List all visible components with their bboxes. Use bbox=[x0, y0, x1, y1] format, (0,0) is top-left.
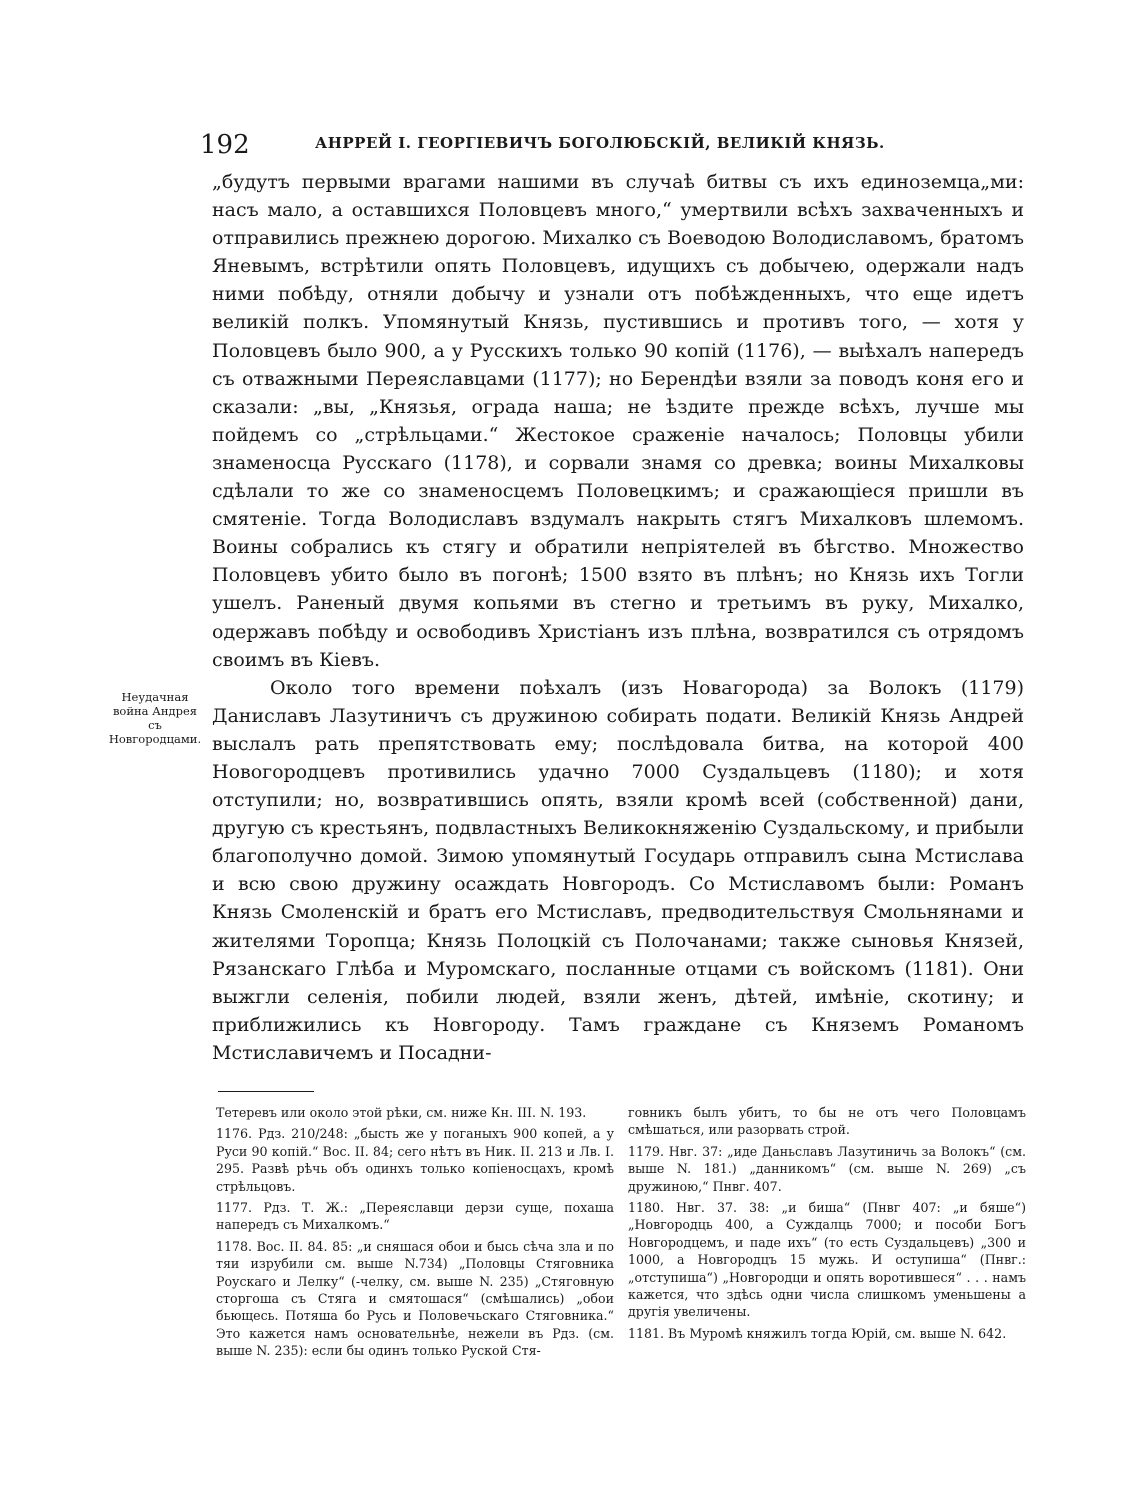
margin-note: Неудачная война Андрея съ Новгородцами. bbox=[108, 690, 202, 746]
footnotes-right-column bbox=[628, 1104, 1026, 1364]
footnotes bbox=[216, 1104, 1026, 1364]
footnote: говникъ былъ убитъ, то бы не отъ чего Половцамъ смѣшаться, или разорвать строй. bbox=[628, 1105, 1026, 1138]
footnotes-left-column bbox=[216, 1104, 614, 1364]
page-number: 192 bbox=[200, 130, 250, 160]
footnote: 1181. Въ Муромѣ княжилъ тогда Юрій, см. выше N. 642. bbox=[628, 1325, 1007, 1341]
running-title: АНРРЕЙ I. ГЕОРГІЕВИЧЪ БОГОЛЮБСКІЙ, ВЕЛИКІЙ КНЯЗЬ. bbox=[315, 134, 885, 152]
page-header bbox=[200, 130, 920, 164]
body-paragraph-2: Около того времени поѣхалъ (изъ Новагорода) за Волокъ (1179) Даниславъ Лазутиничъ съ дружиною собирать подати. Великій Князь Андрей выслалъ рать препятствовать ему; послѣдовала битва, на которой 400 Новогородцевъ противились удачно 7000 Суздальцевъ (1180); и хотя отступили; но, возвратившись опять, взяли кромѣ всей (собственной) дани, другую съ крестьянъ, подвластныхъ Великокняженію Суздальскому, и прибыли благополучно домой. Зимою упомянутый Государь отправилъ сына Мстислава и всю свою дружину осаждать Новгородъ. Со Мстиславомъ были: Романъ Князь Смоленскій и братъ его Мстиславъ, предводительствуя Смольнянами и жителями Торопца; Князь Полоцкій съ Полочанами; также сыновья Князей, Рязанскаго Глѣба и Муромскаго, посланные отцами съ войскомъ (1181). Они выжгли селенія, побили людей, взяли женъ, дѣтей, имѣніе, скотину; и приближились къ Новгороду. Тамъ граждане съ Княземъ Романомъ Мстиславичемъ и Посадни- bbox=[212, 676, 1024, 1064]
body-paragraph-1: „будутъ первыми врагами нашими въ случаѣ битвы съ ихъ единоземца„ми: насъ мало, а оставшихся Половцевъ много,“ умертвили всѣхъ захваченныхъ и отправились прежнею дорогою. Михалко съ Воеводою Володиславомъ, братомъ Яневымъ, встрѣтили опять Половцевъ, идущихъ съ добычею, одержали надъ ними побѣду, отняли добычу и узнали отъ побѣжденныхъ, что еще идетъ великій полкъ. Упомянутый Князь, пустившись и противъ того, — хотя у Половцевъ было 900, а у Русскихъ только 90 копій (1176), — выѣхалъ напередъ съ отважными Переяславцами (1177); но Берендѣи взяли за поводъ коня его и сказали: „вы, „Князья, ограда наша; не ѣздите прежде всѣхъ, лучше мы пойдемъ со „стрѣльцами.“ Жестокое сраженіе началось; Половцы убили знаменосца Русскаго (1178), и сорвали знамя со древка; воины Михалковы сдѣлали то же со знаменосцемъ Половецкимъ; и сражающіеся пришли въ смятеніе. Тогда Володиславъ вздумалъ накрыть стягъ Михалковъ шлемомъ. Воины собрались къ стягу и обратили непріятелей въ бѣгство. Множество Половцевъ убито было въ погонѣ; 1500 взято въ плѣнъ; но Князь ихъ Тогли ушелъ. Раненый двумя копьями въ стегно и третьимъ въ руку, Михалко, одержавъ побѣду и освободивъ Христіанъ изъ плѣна, возвратился съ отрядомъ своимъ въ Кіевъ. bbox=[212, 171, 1024, 671]
main-text bbox=[212, 168, 1024, 1067]
footnote: Тетеревъ или около этой рѣки, см. ниже Кн. III. N. 193. bbox=[216, 1105, 587, 1120]
footnote: 1177. Рдз. Т. Ж.: „Переяславци дерзи суще, похаша напередъ съ Михалкомъ.“ bbox=[216, 1200, 614, 1233]
footnote: 1178. Вос. II. 84. 85: „и сняшася обои и бысь сѣча зла и по тяи изрубили см. выше N.734) „Половцы Стяговника Роускаго и Лелку“ (-челку, см. выше N. 235) „Стяговную сторгоша съ Стяга и смятошася“ (смѣшались) „обои бьющесь. Потяша бо Русь и Половечьскаго Стяговника.“ Это кажется намъ основательнѣе, нежели въ Рдз. (см. выше N. 235): если бы одинъ только Руской Стя- bbox=[216, 1238, 614, 1359]
footnote-rule bbox=[218, 1091, 314, 1092]
footnote: 1176. Рдз. 210/248: „бысть же у поганыхъ 900 копей, а у Руси 90 копій.“ Вос. II. 84; сего нѣтъ въ Ник. II. 213 и Лв. I. 295. Развѣ рѣчь объ одинхъ только копіеносцахъ, кромѣ стрѣльцовъ. bbox=[216, 1126, 614, 1194]
footnote: 1180. Нвг. 37. 38: „и биша“ (Пнвг 407: „и бяше“) „Новгородць 400, а Суждалць 7000; и пособи Богъ Новгородцемъ, и паде ихъ“ (то есть Суздальцевъ) „300 и 1000, а Новгородцъ 15 мужь. И оступиша“ (Пнвг.: „отступиша“) „Новгородци и опять воротившеся“ . . . намъ кажется, что здѣсь одни числа слишкомъ уменьшены а другія увеличены. bbox=[628, 1200, 1026, 1320]
footnote: 1179. Нвг. 37: „иде Даньславъ Лазутиничь за Волокъ“ (см. выше N. 181.) „данникомъ“ (см. выше N. 269) „съ дружиною,“ Пнвг. 407. bbox=[628, 1143, 1026, 1194]
